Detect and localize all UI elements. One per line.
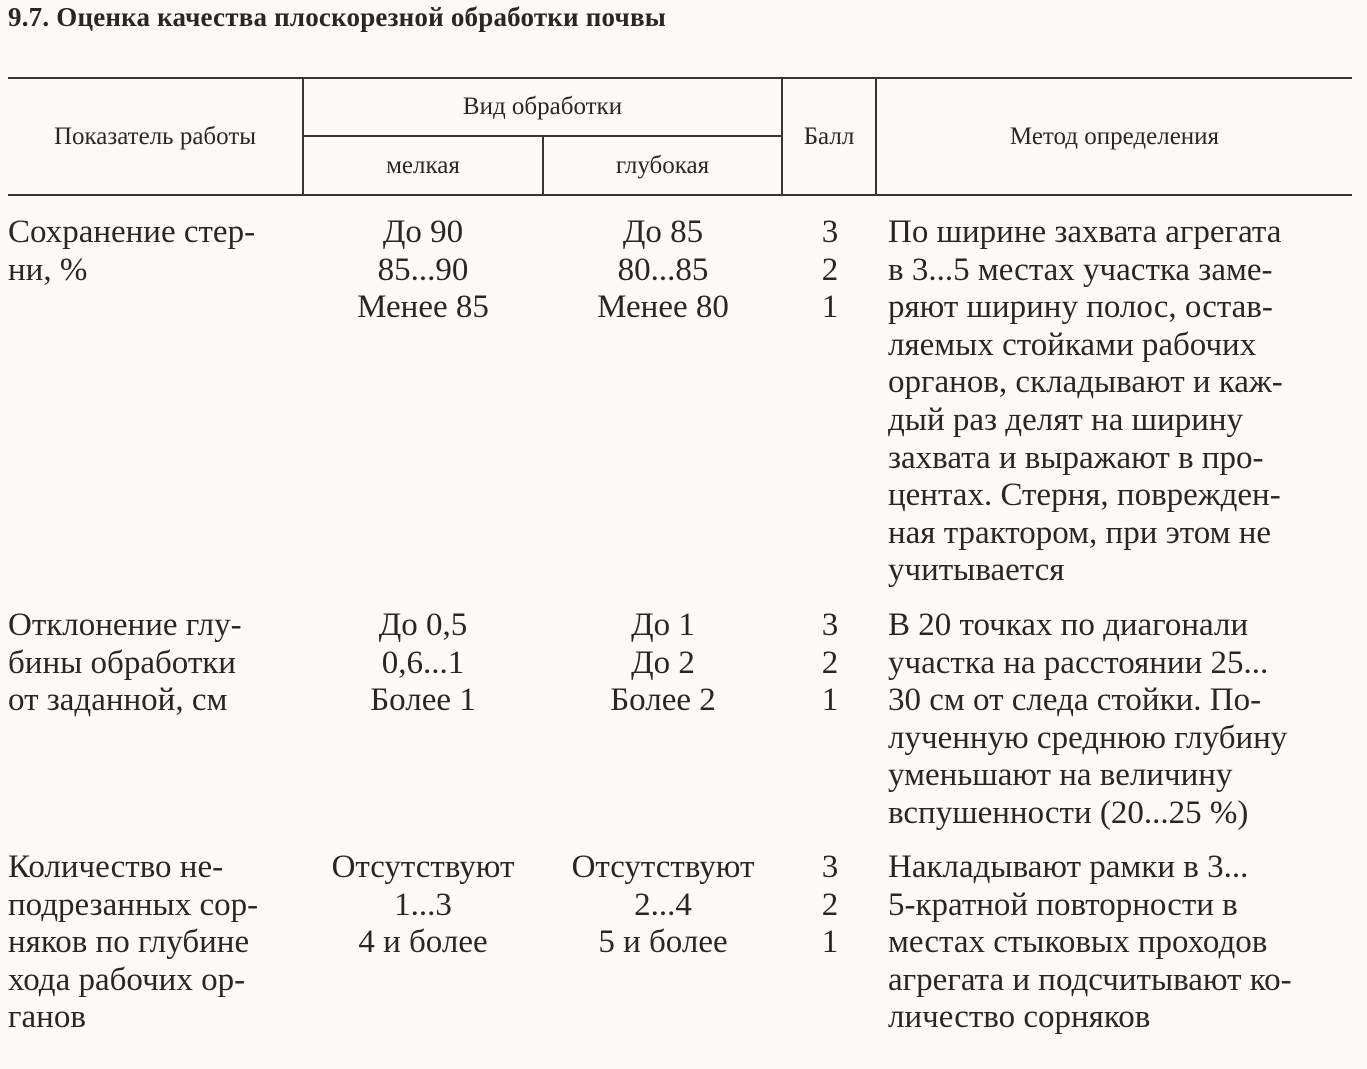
row-method: Накладывают рамки в 3... 5-кратной повторности в местах стыковых проходов агрегата и подсчитывают ко- личество сорняков bbox=[888, 849, 1292, 1036]
row-scores: 3 2 1 bbox=[821, 849, 839, 961]
row-indicator: Количество не- подрезанных сор- няков по глубине хода рабочих ор- ганов bbox=[8, 849, 259, 1036]
row-deep-values: Отсутствуют 2...4 5 и более bbox=[571, 849, 755, 961]
row-shallow-values: Отсутствуют 1...3 4 и более bbox=[331, 849, 515, 961]
header-score: Балл bbox=[803, 122, 855, 150]
header-indicator: Показатель работы bbox=[53, 122, 257, 150]
row-method: По ширине захвата агрегата в 3...5 местах участка заме- ряют ширину полос, остав- ляемых стойками рабочих органов, складывают и каж- дый раз делят на ширину захвата и выражают в про- центах. Стерня, поврежден- ная трактором, при этом не учитывается bbox=[888, 214, 1283, 589]
row-shallow-values: До 0,5 0,6...1 Более 1 bbox=[370, 607, 476, 719]
header-deep: глубокая bbox=[615, 151, 710, 179]
header-method: Метод определения bbox=[1009, 122, 1220, 150]
row-deep-values: До 85 80...85 Менее 80 bbox=[597, 214, 729, 326]
row-deep-values: До 1 До 2 Более 2 bbox=[610, 607, 716, 719]
header-shallow: мелкая bbox=[386, 151, 460, 179]
header-processing-type: Вид обработки bbox=[462, 93, 623, 120]
row-indicator: Отклонение глу- бины обработки от заданной, см bbox=[8, 607, 242, 719]
row-shallow-values: До 90 85...90 Менее 85 bbox=[357, 214, 489, 326]
row-indicator: Сохранение стер- ни, % bbox=[8, 214, 256, 288]
row-method: В 20 точках по диагонали участка на расстоянии 25... 30 см от следа стойки. По- лученную среднюю глубину уменьшают на величину вспушенности (20...25 %) bbox=[888, 607, 1288, 831]
header-bottom-rule bbox=[8, 194, 1352, 196]
row-scores: 3 2 1 bbox=[821, 607, 839, 719]
row-scores: 3 2 1 bbox=[821, 214, 839, 326]
table-title: 9.7. Оценка качества плоскорезной обработки почвы bbox=[8, 2, 667, 32]
